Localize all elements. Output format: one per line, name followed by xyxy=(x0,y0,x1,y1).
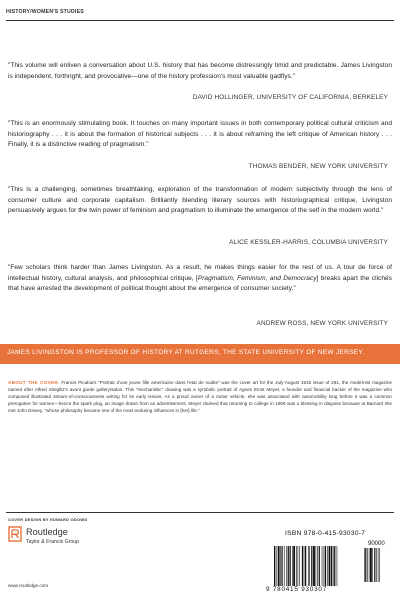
publisher-logo xyxy=(8,526,138,570)
publisher-name: Routledge xyxy=(26,527,68,537)
publisher-website: www.routledge.com xyxy=(8,583,49,588)
blurb-4-text xyxy=(8,263,392,295)
routledge-logo-icon xyxy=(8,526,22,542)
about-cover-heading: ABOUT THE COVER. xyxy=(8,380,60,385)
top-rule xyxy=(6,20,394,21)
price-code-text: 90000 xyxy=(368,541,385,547)
book-title-italic: Pragmatism, Feminism, and Democracy xyxy=(197,274,317,282)
blurb-2 xyxy=(8,119,392,151)
blurb-1 xyxy=(8,61,392,82)
blurb-4-text-part1: "Few scholars think harder than James Livingston. As a result, he makes things easier for the rest of us. A tour de force of intellectual history, cultural analysis, and philosophical critique, [ xyxy=(8,264,392,282)
about-the-cover xyxy=(8,380,392,415)
publisher-group: Taylor & Francis Group xyxy=(26,539,80,545)
blurb-4-text-part2: ] breaks apart the clichés that have arrested the development of political thought about the emergence of consumer society." xyxy=(8,274,392,293)
blurb-4-attribution: ANDREW ROSS, NEW YORK UNIVERSITY xyxy=(256,320,388,327)
author-bio-text: JAMES LIVINGSTON IS PROFESSOR OF HISTORY AT RUTGERS, THE STATE UNIVERSITY OF NEW JERSEY. xyxy=(7,349,365,356)
blurb-3-attribution: ALICE KESSLER-HARRIS, COLUMBIA UNIVERSITY xyxy=(229,239,388,246)
blurb-2-attribution: THOMAS BENDER, NEW YORK UNIVERSITY xyxy=(248,163,388,170)
about-cover-body: Francis Picabia's "Portrait d'une jeune fille americaine dans l'etat de nudite" was the cover art for the July-August 1915 issue of 291, the modernist magazine named after Alfred Stieglitz's avant garde gallery/salon. This "mechanistic" drawing was a symbolic portrait of Agnes Ernst Meyer, a founder and financial backer of the magazine who composed illustrated stream-of-consciousness writing for its early issues. As a proud owner of a motor vehicle, she was associated with automobility long before it was a common prerogative for women—hence the spark plug, an image drawn from an advertisement. Meyer claimed that returning to college in 1906 was a blessing in disguise because at Barnard she met John Dewey, "whose philosophy became one of the most enduring influences in [her] life." xyxy=(8,380,392,413)
barcode-icon xyxy=(272,540,392,586)
author-bio-band xyxy=(0,344,400,364)
blurb-2-text: "This is an enormously stimulating book. It touches on many important issues in both contemporary political cultural criticism and historiography . . . it is about the formation of historical subjects . . . it is about reframing the left critique of American history . . . Finally, it is a distinctive reading of pragmatism." xyxy=(8,120,392,149)
subject-category: HISTORY/WOMEN'S STUDIES xyxy=(6,9,84,15)
blurb-3-text: "This is a challenging, sometimes breathtaking, exploration of the transformation of modern subjectivity through the lens of consumer culture and corporate capitalism. Brilliantly blending literary sources with historiographical critique, Livingston persuasively argues for the twin power of feminism and pragmatism to illuminate the emergence of the self in the modern world." xyxy=(8,186,392,215)
blurb-1-text: "This volume will enliven a conversation about U.S. history that has become distressingly timid and predictable. James Livingston is independent, forthright, and provocative—one of the history profession's most valuable gadflys." xyxy=(8,62,392,80)
blurb-3 xyxy=(8,185,392,217)
blurb-4 xyxy=(8,263,392,295)
ean-digits: 9 780415 930307 xyxy=(266,586,328,593)
cover-design-credit: COVER DESIGN BY EDWARD ODOWD xyxy=(8,517,88,522)
isbn-text: ISBN 978-0-415-93030-7 xyxy=(285,530,366,537)
blurb-1-attribution: DAVID HOLLINGER, UNIVERSITY OF CALIFORNIA, BERKELEY xyxy=(192,94,388,101)
bottom-rule xyxy=(6,512,394,513)
